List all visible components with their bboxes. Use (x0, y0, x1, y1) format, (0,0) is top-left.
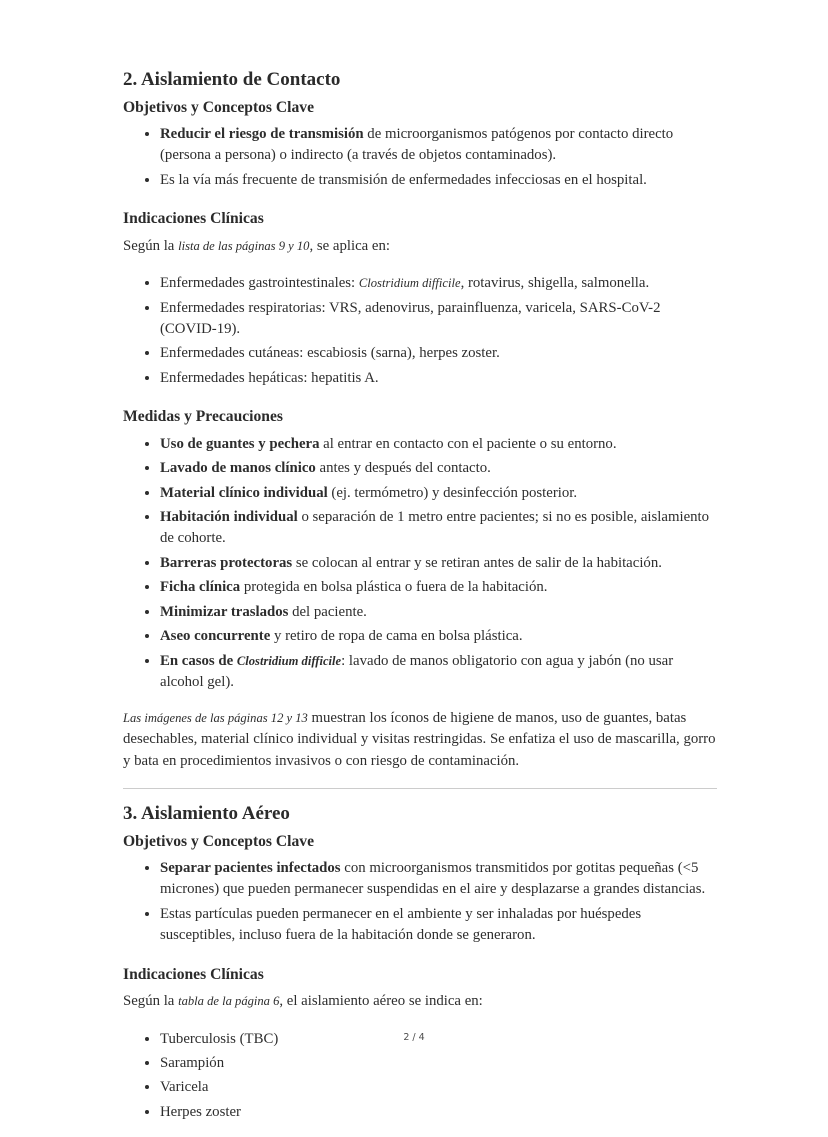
section-2-heading: 2. Aislamiento de Contacto (123, 69, 341, 90)
text-segment: Aseo concurrente (160, 628, 271, 645)
list-item (160, 577, 717, 598)
list-item (160, 626, 717, 647)
text-segment: protegida en bolsa plástica o fuera de la habitación. (240, 579, 548, 596)
list-item (160, 273, 717, 294)
list-item (160, 434, 717, 455)
text-segment: Enfermedades hepáticas: hepatitis A. (160, 369, 379, 386)
list-item (160, 507, 717, 550)
text-segment: Sarampión (160, 1054, 225, 1071)
list-item (160, 553, 717, 574)
text-segment: Clostridium difficile (358, 276, 461, 291)
section-3-indications-intro (123, 991, 717, 1012)
list-item (160, 904, 717, 947)
text-segment: del paciente. (288, 603, 367, 620)
list-item (160, 458, 717, 479)
section-2-indications-list (123, 273, 717, 389)
text-segment: , rotavirus, shigella, salmonella. (460, 275, 650, 292)
text-segment: o separación de 1 metro entre pacientes; si no es posible, aislamiento de cohorte. (160, 508, 710, 547)
text-segment: , se aplica en: (309, 237, 390, 254)
text-segment: Tuberculosis (TBC) (160, 1030, 279, 1047)
text-segment: En casos de (160, 652, 237, 669)
text-segment: Lavado de manos clínico (160, 460, 316, 477)
list-item (160, 1053, 717, 1074)
text-segment: Material clínico individual (160, 484, 328, 501)
text-segment: Clostridium difficile (236, 653, 342, 668)
text-segment: lista de las páginas 9 y 10 (178, 238, 310, 253)
text-segment: muestran los íconos de higiene de manos, uso de guantes, batas desechables, material clínico individual y visitas restringidas. Se enfatiza el uso de mascarilla, gorro y bata en procedimientos invasivos o con riesgo de contaminación. (123, 709, 716, 769)
list-item (160, 602, 717, 623)
text-segment: Enfermedades cutáneas: escabiosis (sarna), herpes zoster. (160, 345, 500, 362)
text-segment: Minimizar traslados (160, 603, 289, 620)
section-3-heading: 3. Aislamiento Aéreo (123, 802, 290, 824)
text-segment: Las imágenes de las páginas 12 y 13 (123, 710, 308, 725)
section-2-measures-list (123, 434, 717, 694)
section-2-objectives-heading: Objetivos y Conceptos Clave (123, 98, 315, 116)
text-segment: Varicela (160, 1079, 209, 1096)
section-2-objectives-list (123, 124, 717, 191)
section-2-indications-intro (123, 236, 717, 257)
list-item (160, 858, 717, 901)
text-segment: Separar pacientes infectados (160, 859, 341, 876)
list-item (160, 343, 717, 364)
text-segment: Enfermedades gastrointestinales: (160, 275, 359, 292)
section-divider (123, 788, 717, 789)
section-3-objectives-list (123, 858, 717, 947)
text-segment: con microorganismos transmitidos por gotitas pequeñas (<5 micrones) que pueden permanecer suspendidas en el aire y desplazarse a grandes distancias. (160, 859, 706, 898)
list-item (160, 1077, 717, 1098)
section-3-indications-heading: Indicaciones Clínicas (123, 965, 264, 983)
text-segment: Barreras protectoras (160, 554, 293, 571)
list-item (160, 1102, 717, 1123)
text-segment: Según la (123, 237, 179, 254)
text-segment: (ej. termómetro) y desinfección posterior. (327, 484, 578, 501)
text-segment: Habitación individual (160, 508, 298, 525)
text-segment: tabla de la página 6 (178, 994, 280, 1009)
list-item (160, 298, 717, 341)
text-segment: antes y después del contacto. (315, 460, 491, 477)
text-segment: de microorganismos patógenos por contacto directo (persona a persona) o indirecto (a través de objetos contaminados). (160, 126, 674, 164)
text-segment: Uso de guantes y pechera (160, 435, 320, 452)
document-content (123, 68, 717, 1137)
text-segment: Herpes zoster (160, 1103, 241, 1120)
text-segment: Ficha clínica (160, 579, 241, 596)
text-segment: : lavado de manos obligatorio con agua y jabón (no usar alcohol gel). (160, 652, 674, 691)
section-3-objectives-heading: Objetivos y Conceptos Clave (123, 832, 315, 850)
text-segment: Estas partículas pueden permanecer en el ambiente y ser inhaladas por huéspedes susceptibles, incluso fuera de la habitación donde se generaron. (160, 905, 642, 944)
text-segment: Reducir el riesgo de transmisión (160, 126, 364, 143)
list-item (160, 124, 717, 167)
list-item (160, 170, 717, 191)
text-segment: Según la (123, 993, 179, 1010)
section-2-measures-heading: Medidas y Precauciones (123, 408, 283, 426)
text-segment: al entrar en contacto con el paciente o su entorno. (319, 435, 617, 452)
section-2-indications-heading: Indicaciones Clínicas (123, 210, 264, 228)
text-segment: , el aislamiento aéreo se indica en: (279, 993, 483, 1010)
list-item (160, 651, 717, 694)
text-segment: se colocan al entrar y se retiran antes de salir de la habitación. (292, 554, 662, 571)
section-2-images-note (123, 708, 717, 772)
list-item (160, 483, 717, 504)
text-segment: y retiro de ropa de cama en bolsa plástica. (270, 628, 523, 645)
text-segment: Es la vía más frecuente de transmisión de enfermedades infecciosas en el hospital. (160, 171, 647, 188)
list-item (160, 368, 717, 389)
text-segment: Enfermedades respiratorias: VRS, adenovirus, parainfluenza, varicela, SARS-CoV-2 (COVID-19). (160, 299, 661, 337)
page-number-indicator: 2 / 4 (403, 1032, 425, 1043)
page-footer (0, 1032, 828, 1043)
